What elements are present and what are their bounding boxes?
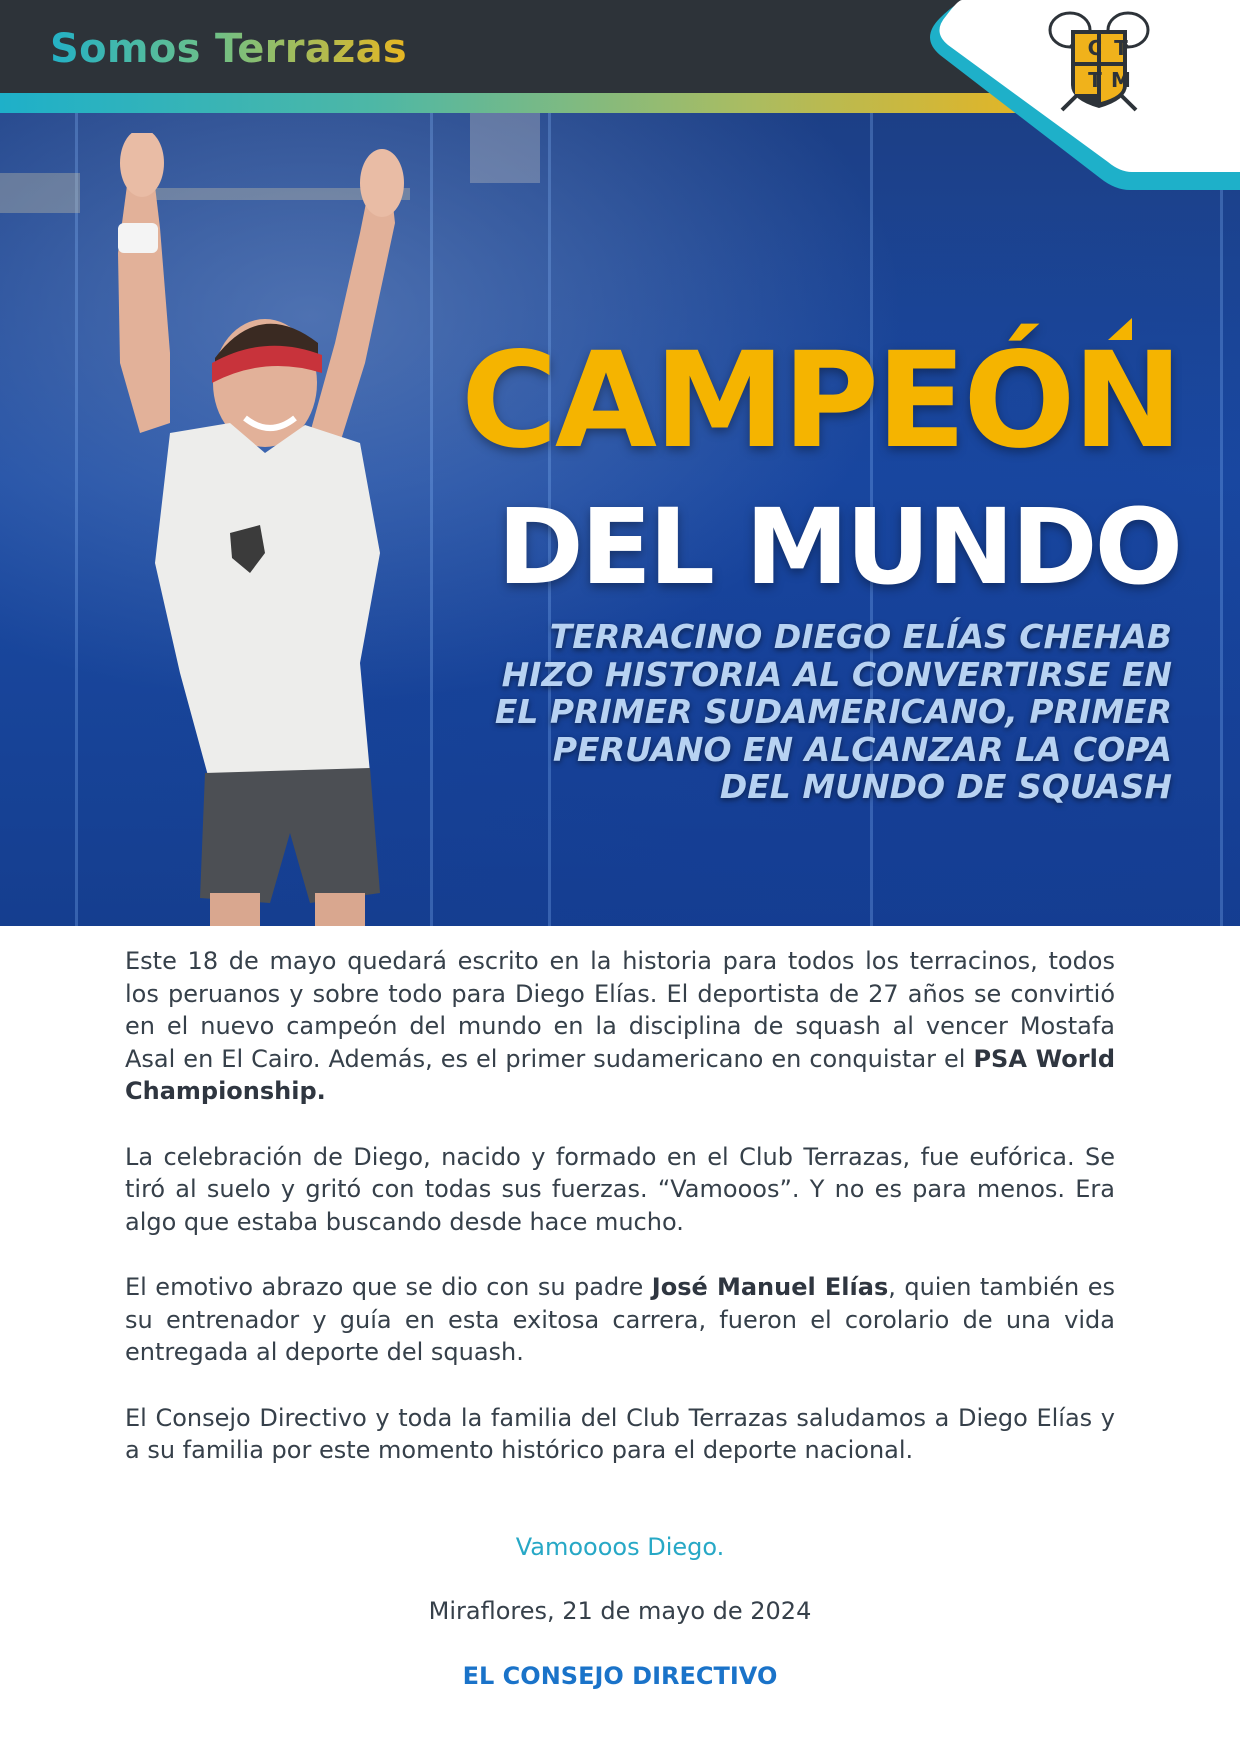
paragraph-bold: PSA World Championship. [125, 1044, 1115, 1105]
logo-letter: T [1088, 68, 1102, 92]
paragraph [125, 945, 1115, 1108]
club-logo-tab [900, 0, 1240, 190]
brand-title: Somos Terrazas [50, 26, 408, 72]
logo-letter: C [1087, 36, 1103, 60]
paragraph-text: El emotivo abrazo que se dio con su padre [125, 1273, 652, 1301]
article-body [125, 945, 1115, 1500]
signature: EL CONSEJO DIRECTIVO [462, 1662, 778, 1690]
paragraph [125, 1141, 1115, 1239]
paragraph-text: El Consejo Directivo y toda la familia del Club Terrazas saludamos a Diego Elías y a su familia por este momento histórico para el deporte nacional. [125, 1403, 1115, 1464]
logo-letter: M [1111, 68, 1131, 92]
closing-cheer: Vamoooos Diego. [515, 1533, 725, 1561]
place-date: Miraflores, 21 de mayo de 2024 [428, 1597, 812, 1625]
hero-subtitle [472, 618, 1172, 806]
paragraph-text: Este 18 de mayo quedará escrito en la historia para todos los terracinos, todos los peruanos y sobre todo para Diego Elías. El deportista de 27 años se convirtió en el nuevo campeón del mundo en la disciplina de squash al vencer Mostafa Asal en El Cairo. Además, es el primer sudamericano en conquistar el [125, 947, 1115, 1073]
ceiling-light [470, 113, 540, 183]
subtitle-line: EL PRIMER SUDAMERICANO, PRIMER [494, 692, 1172, 731]
hero-title-line1: CAMPEÓN [461, 324, 1180, 478]
logo-letter: T [1114, 36, 1128, 60]
glass-panel-line [1220, 113, 1223, 926]
subtitle-line: PERUANO EN ALCANZAR LA COPA [552, 729, 1172, 769]
paragraph-text: , quien también es su entrenador y guía en esta exitosa carrera, fueron el corolario de una vida entregada al deporte del squash. [125, 1273, 1115, 1366]
subtitle-line: HIZO HISTORIA AL CONVERTIRSE EN [501, 654, 1172, 694]
paragraph [125, 1402, 1115, 1467]
subtitle-line: TERRACINO DIEGO ELÍAS CHEHAB [549, 617, 1172, 656]
player-photo-illustration [60, 133, 480, 926]
paragraph-bold: José Manuel Elías [651, 1273, 889, 1301]
paragraph-text: La celebración de Diego, nacido y formado en el Club Terrazas, fue eufórica. Se tiró al suelo y gritó con todas sus fuerzas. “Vamooos”. Y no es para menos. Era algo que estaba buscando desde hace mucho. [125, 1142, 1115, 1236]
hero-title-line2: DEL MUNDO [497, 486, 1180, 608]
subtitle-line: DEL MUNDO DE SQUASH [719, 767, 1172, 806]
paragraph [125, 1271, 1115, 1369]
hero-banner [0, 113, 1240, 926]
